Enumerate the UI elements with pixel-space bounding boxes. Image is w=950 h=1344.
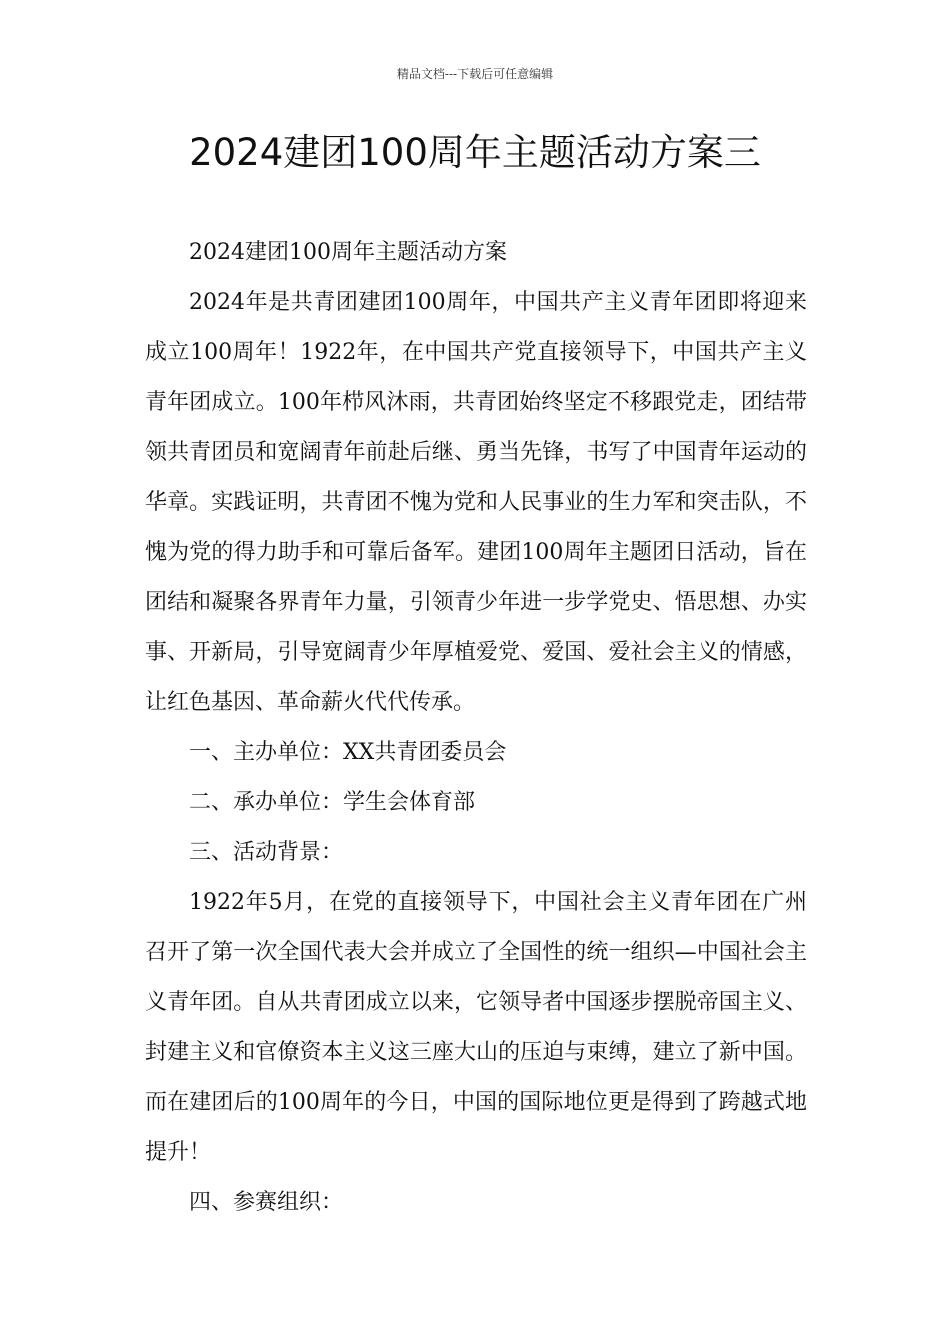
paragraph-undertaker: 二、承办单位：学生会体育部 [189,790,476,815]
document-body [145,228,807,1228]
paragraph-introduction: 2024年是共青团建团100周年，中国共产主义青年团即将迎来成立100周年！1922年，在中国共产党直接领导下，中国共产主义青年团成立。100年栉风沐雨，共青团始终坚定不移跟党走，团结带领共青团员和宽阔青年前赴后继、勇当先锋，书写了中国青年运动的华章。实践证明，共青团不愧为党和人民事业的生力军和突击队，不愧为党的得力助手和可靠后备军。建团100周年主题团日活动，旨在团结和凝聚各界青年力量，引领青少年进一步学党史、悟思想、办实事、开新局，引导宽阔青少年厚植爱党、爱国、爱社会主义的情感，让红色基因、革命薪火代代传承。 [145,290,807,715]
paragraph-subtitle: 2024建团100周年主题活动方案 [189,240,507,265]
paragraph-background-heading: 三、活动背景： [189,840,344,865]
page-header-note: 精品文档---下载后可任意编辑 [396,67,554,81]
paragraph-participants-heading: 四、参赛组织： [189,1190,344,1215]
paragraph-organizer: 一、主办单位：XX共青团委员会 [189,740,507,765]
document-title: 2024建团100周年主题活动方案三 [189,131,761,174]
paragraph-background: 1922年5月，在党的直接领导下，中国社会主义青年团在广州召开了第一次全国代表大会并成立了全国性的统一组织—中国社会主义青年团。自从共青团成立以来，它领导者中国逐步摆脱帝国主义、封建主义和官僚资本主义这三座大山的压迫与束缚，建立了新中国。而在建团后的100周年的今日，中国的国际地位更是得到了跨越式地提升！ [145,890,807,1165]
